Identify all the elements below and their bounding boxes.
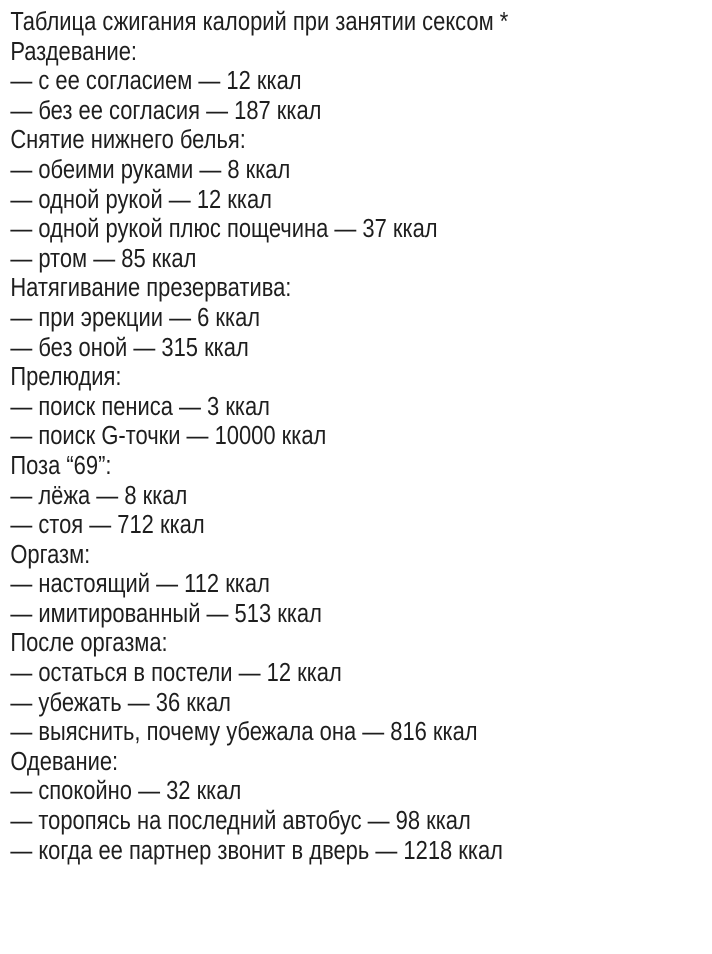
list-item: — спокойно — 32 ккал [10, 777, 242, 806]
section-undressing [10, 38, 612, 127]
list-item: — одной рукой — 12 ккал [10, 185, 272, 214]
list-item: — ртом — 85 ккал [10, 244, 197, 273]
section-heading: Одевание: [10, 747, 119, 776]
list-item: — одной рукой плюс пощечина — 37 ккал [10, 215, 438, 244]
section-dressing [10, 748, 612, 866]
list-item: — торопясь на последний автобус — 98 ккал [10, 807, 471, 836]
section-condom [10, 274, 612, 363]
list-item: — стоя — 712 ккал [10, 511, 205, 540]
section-heading: Поза “69”: [10, 451, 112, 480]
section-orgasm [10, 541, 612, 630]
section-pose-69 [10, 452, 612, 541]
section-after-orgasm [10, 629, 612, 747]
list-item: — обеими руками — 8 ккал [10, 155, 291, 184]
list-item: — остаться в постели — 12 ккал [10, 659, 342, 688]
list-item: — с ее согласием — 12 ккал [10, 67, 302, 96]
section-foreplay [10, 363, 612, 452]
list-item: — настоящий — 112 ккал [10, 570, 270, 599]
list-item: — когда ее партнер звонит в дверь — 1218 ккал [10, 836, 503, 865]
document-title: Таблица сжигания калорий при занятии сексом * [10, 8, 509, 36]
section-heading: Натягивание презерватива: [10, 274, 292, 303]
section-heading: Оргазм: [10, 540, 91, 569]
list-item: — без ее согласия — 187 ккал [10, 96, 322, 125]
list-item: — выяснить, почему убежала она — 816 ккал [10, 718, 478, 747]
section-heading: После оргазма: [10, 629, 168, 658]
list-item: — лёжа — 8 ккал [10, 481, 188, 510]
list-item: — поиск пениса — 3 ккал [10, 392, 270, 421]
list-item: — убежать — 36 ккал [10, 688, 231, 717]
list-item: — поиск G-точки — 10000 ккал [10, 422, 327, 451]
list-item: — имитированный — 513 ккал [10, 599, 322, 628]
list-item: — при эрекции — 6 ккал [10, 303, 261, 332]
section-underwear [10, 126, 612, 274]
section-heading: Снятие нижнего белья: [10, 126, 246, 155]
section-heading: Раздевание: [10, 37, 137, 66]
list-item: — без оной — 315 ккал [10, 333, 249, 362]
section-heading: Прелюдия: [10, 363, 122, 392]
